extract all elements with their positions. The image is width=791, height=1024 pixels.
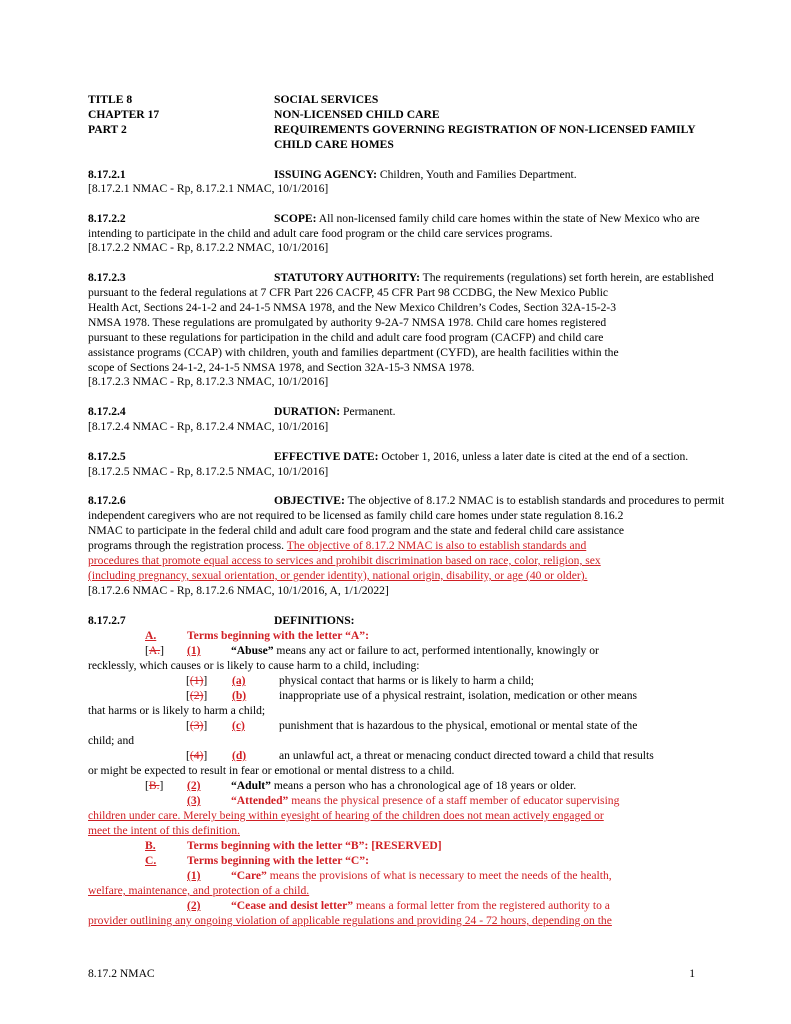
definition-continuation: recklessly, which causes or is likely to cause harm to a child, including: (88, 659, 420, 672)
chapter-label: CHAPTER 17 (88, 108, 160, 121)
part-text-2: CHILD CARE HOMES (274, 138, 394, 151)
section-body-line: pursuant to these regulations for participation in the child and adult care food program (CACFP) and child care (88, 331, 604, 344)
definition-item (186, 689, 638, 704)
definition-text (231, 869, 612, 884)
section-duration (88, 405, 396, 420)
definition-text (231, 899, 610, 914)
section-body: The requirements (regulations) set forth herein, are established (419, 271, 714, 284)
chapter-text: NON-LICENSED CHILD CARE (274, 108, 440, 121)
section-heading: SCOPE: (274, 212, 317, 225)
bracket: ] (159, 779, 164, 792)
part-label: PART 2 (88, 123, 127, 136)
title-row (88, 93, 379, 108)
footer-citation: 8.17.2 NMAC (88, 967, 155, 980)
inserted-label: (1) (187, 869, 201, 882)
amendment-line: welfare, maintenance, and protection of a child. (88, 884, 310, 897)
bracket: [ (186, 749, 190, 762)
definition-cease-and-desist (187, 899, 610, 914)
inserted-label: (1) (187, 644, 201, 657)
subsection-text: Terms beginning with the letter “B”: [RESERVED] (187, 839, 442, 852)
bracket: [ (145, 779, 149, 792)
section-body-line: NMSA 1978. These regulations are promulgated by authority 9-2A-7 NMSA 1978. Child care homes registered (88, 316, 607, 329)
defined-term: “Abuse” (231, 644, 274, 657)
section-number: 8.17.2.4 (88, 405, 126, 418)
section-statutory-authority (88, 271, 714, 286)
part-text: REQUIREMENTS GOVERNING REGISTRATION OF NON-LICENSED FAMILY (274, 123, 696, 136)
bracket: ] (203, 749, 208, 762)
bracket: ] (203, 674, 208, 687)
bracket: ] (203, 689, 208, 702)
section-body: Permanent. (340, 405, 396, 418)
section-heading: DURATION: (274, 405, 341, 418)
section-body-line: pursuant to the federal regulations at 7 CFR Part 226 CACFP, 45 CFR Part 98 CCDBG, the New Mexico Public (88, 286, 609, 299)
bracket: [ (186, 674, 190, 687)
chapter-row (88, 108, 440, 123)
page-number: 1 (689, 967, 695, 980)
section-heading: STATUTORY AUTHORITY: (274, 271, 420, 284)
deleted-label: (3) (189, 719, 204, 732)
definition-care (187, 869, 612, 884)
definition-body: means a formal letter from the registered authority to a (353, 899, 610, 912)
amendment-text: The objective of 8.17.2 NMAC is also to establish standards and (286, 539, 587, 552)
amendment-line: children under care. Merely being within eyesight of hearing of the children does not mean actively engaged or (88, 809, 604, 822)
section-body-line: assistance programs (CCAP) with children, youth and families department (CYFD), are health facilities within the (88, 346, 619, 359)
item-text: punishment that is hazardous to the physical, emotional or mental state of the (279, 719, 638, 732)
part-row (88, 123, 696, 138)
subsection-label: A. (145, 629, 157, 642)
deleted-label: (4) (189, 749, 204, 762)
bracket: ] (160, 644, 165, 657)
section-number: 8.17.2.3 (88, 271, 126, 284)
item-text: inappropriate use of a physical restraint, isolation, medication or other means (279, 689, 638, 702)
defined-term: “Adult” (231, 779, 271, 792)
defined-term: “Attended” (231, 794, 289, 807)
inserted-label: (c) (232, 719, 245, 732)
inserted-label: (3) (187, 794, 201, 807)
definition-body: means a person who has a chronological age of 18 years or older. (270, 779, 577, 792)
item-text: an unlawful act, a threat or menacing conduct directed toward a child that results (279, 749, 654, 762)
section-number: 8.17.2.5 (88, 450, 126, 463)
bracket: [ (186, 719, 190, 732)
defined-term: “Cease and desist letter” (231, 899, 354, 912)
bracket: ] (203, 719, 208, 732)
section-heading-row (274, 212, 700, 227)
title-text: SOCIAL SERVICES (274, 93, 379, 106)
inserted-label: (2) (187, 899, 201, 912)
defined-term: “Care” (231, 869, 267, 882)
section-number: 8.17.2.1 (88, 168, 126, 181)
item-text: physical contact that harms or is likely to harm a child; (279, 674, 534, 687)
amendment-line: provider outlining any ongoing violation of applicable regulations and providing 24 - 72 hours, depending on the (88, 914, 612, 927)
section-body-line: NMAC to participate in the federal child and adult care food program and the state and federal child care assistance (88, 524, 624, 537)
section-heading-row (274, 168, 577, 183)
amendment-line: procedures that promote equal access to services and prohibit discrimination based on race, color, religion, sex (88, 554, 601, 567)
deleted-label: (2) (189, 689, 204, 702)
deleted-label: A. (148, 644, 161, 657)
subsection-b-heading (145, 839, 442, 854)
inserted-label: (a) (232, 674, 246, 687)
section-objective (88, 494, 725, 509)
bracket: [ (186, 689, 190, 702)
section-number: 8.17.2.6 (88, 494, 126, 507)
definition-body: means any act or failure to act, performed intentionally, knowingly or (273, 644, 599, 657)
amendment-line: (including pregnancy, sexual orientation, or gender identity), national origin, disability, or age (40 or older). (88, 569, 588, 582)
section-heading: ISSUING AGENCY: (274, 168, 377, 181)
definition-continuation: child; and (88, 734, 135, 747)
amendment-line: meet the intent of this definition. (88, 824, 240, 837)
section-heading: DEFINITIONS: (274, 614, 355, 627)
definition-body: means the physical presence of a staff member of educator supervising (288, 794, 620, 807)
section-heading-row (274, 405, 396, 420)
body-text: programs through the registration process. (88, 539, 287, 552)
definition-continuation: or might be expected to result in fear or emotional or mental distress to a child. (88, 764, 455, 777)
section-body-line: independent caregivers who are not required to be licensed as family child care homes under state regulation 8.16.2 (88, 509, 624, 522)
section-body: Children, Youth and Families Department. (376, 168, 577, 181)
definition-item (186, 749, 654, 764)
definition-attended (187, 794, 620, 809)
section-body-line: intending to participate in the child and adult care food program or the child care services programs. (88, 227, 553, 240)
section-issuing-agency (88, 168, 577, 183)
subsection-text: Terms beginning with the letter “A”: (187, 629, 369, 642)
bracket: [ (145, 644, 149, 657)
section-history: [8.17.2.3 NMAC - Rp, 8.17.2.3 NMAC, 10/1/2016] (88, 375, 329, 388)
title-label: TITLE 8 (88, 93, 133, 106)
section-number: 8.17.2.7 (88, 614, 126, 627)
section-body-line (88, 539, 586, 554)
definition-text (231, 644, 599, 659)
deleted-label: (1) (189, 674, 204, 687)
subsection-label: C. (145, 854, 157, 867)
inserted-label: (2) (187, 779, 201, 792)
definition-text (231, 794, 619, 809)
definition-text (231, 779, 576, 794)
subsection-a-heading (145, 629, 369, 644)
section-scope (88, 212, 700, 227)
subsection-text: Terms beginning with the letter “C”: (187, 854, 369, 867)
definition-adult (145, 779, 577, 794)
subsection-c-heading (145, 854, 369, 869)
section-body-line: scope of Sections 24-1-2, 24-1-5 NMSA 1978, and Section 32A-15-3 NMSA 1978. (88, 361, 475, 374)
section-effective-date (88, 450, 689, 465)
section-history: [8.17.2.2 NMAC - Rp, 8.17.2.2 NMAC, 10/1/2016] (88, 241, 329, 254)
section-history: [8.17.2.5 NMAC - Rp, 8.17.2.5 NMAC, 10/1/2016] (88, 465, 329, 478)
section-heading-row (274, 494, 724, 509)
definition-body: means the provisions of what is necessary to meet the needs of the health, (266, 869, 612, 882)
subsection-label: B. (145, 839, 156, 852)
section-heading: EFFECTIVE DATE: (274, 450, 379, 463)
section-history: [8.17.2.6 NMAC - Rp, 8.17.2.6 NMAC, 10/1/2016, A, 1/1/2022] (88, 584, 389, 597)
definition-abuse (145, 644, 599, 659)
section-definitions (88, 614, 355, 629)
section-history: [8.17.2.1 NMAC - Rp, 8.17.2.1 NMAC, 10/1/2016] (88, 182, 329, 195)
section-heading-row (274, 450, 688, 465)
section-body: October 1, 2016, unless a later date is cited at the end of a section. (378, 450, 689, 463)
section-history: [8.17.2.4 NMAC - Rp, 8.17.2.4 NMAC, 10/1/2016] (88, 420, 329, 433)
section-number: 8.17.2.2 (88, 212, 126, 225)
section-body-line: Health Act, Sections 24-1-2 and 24-1-5 NMSA 1978, and the New Mexico Children’s Codes, Section 32A-15-2-3 (88, 301, 617, 314)
definition-continuation: that harms or is likely to harm a child; (88, 704, 266, 717)
section-body: The objective of 8.17.2 NMAC is to establish standards and procedures to permit (344, 494, 725, 507)
section-body: All non-licensed family child care homes within the state of New Mexico who are (316, 212, 700, 225)
section-heading: OBJECTIVE: (274, 494, 345, 507)
inserted-label: (d) (232, 749, 247, 762)
inserted-label: (b) (232, 689, 247, 702)
deleted-label: B. (148, 779, 160, 792)
section-heading-row (274, 271, 714, 286)
definition-item (186, 719, 638, 734)
definition-item (186, 674, 534, 689)
